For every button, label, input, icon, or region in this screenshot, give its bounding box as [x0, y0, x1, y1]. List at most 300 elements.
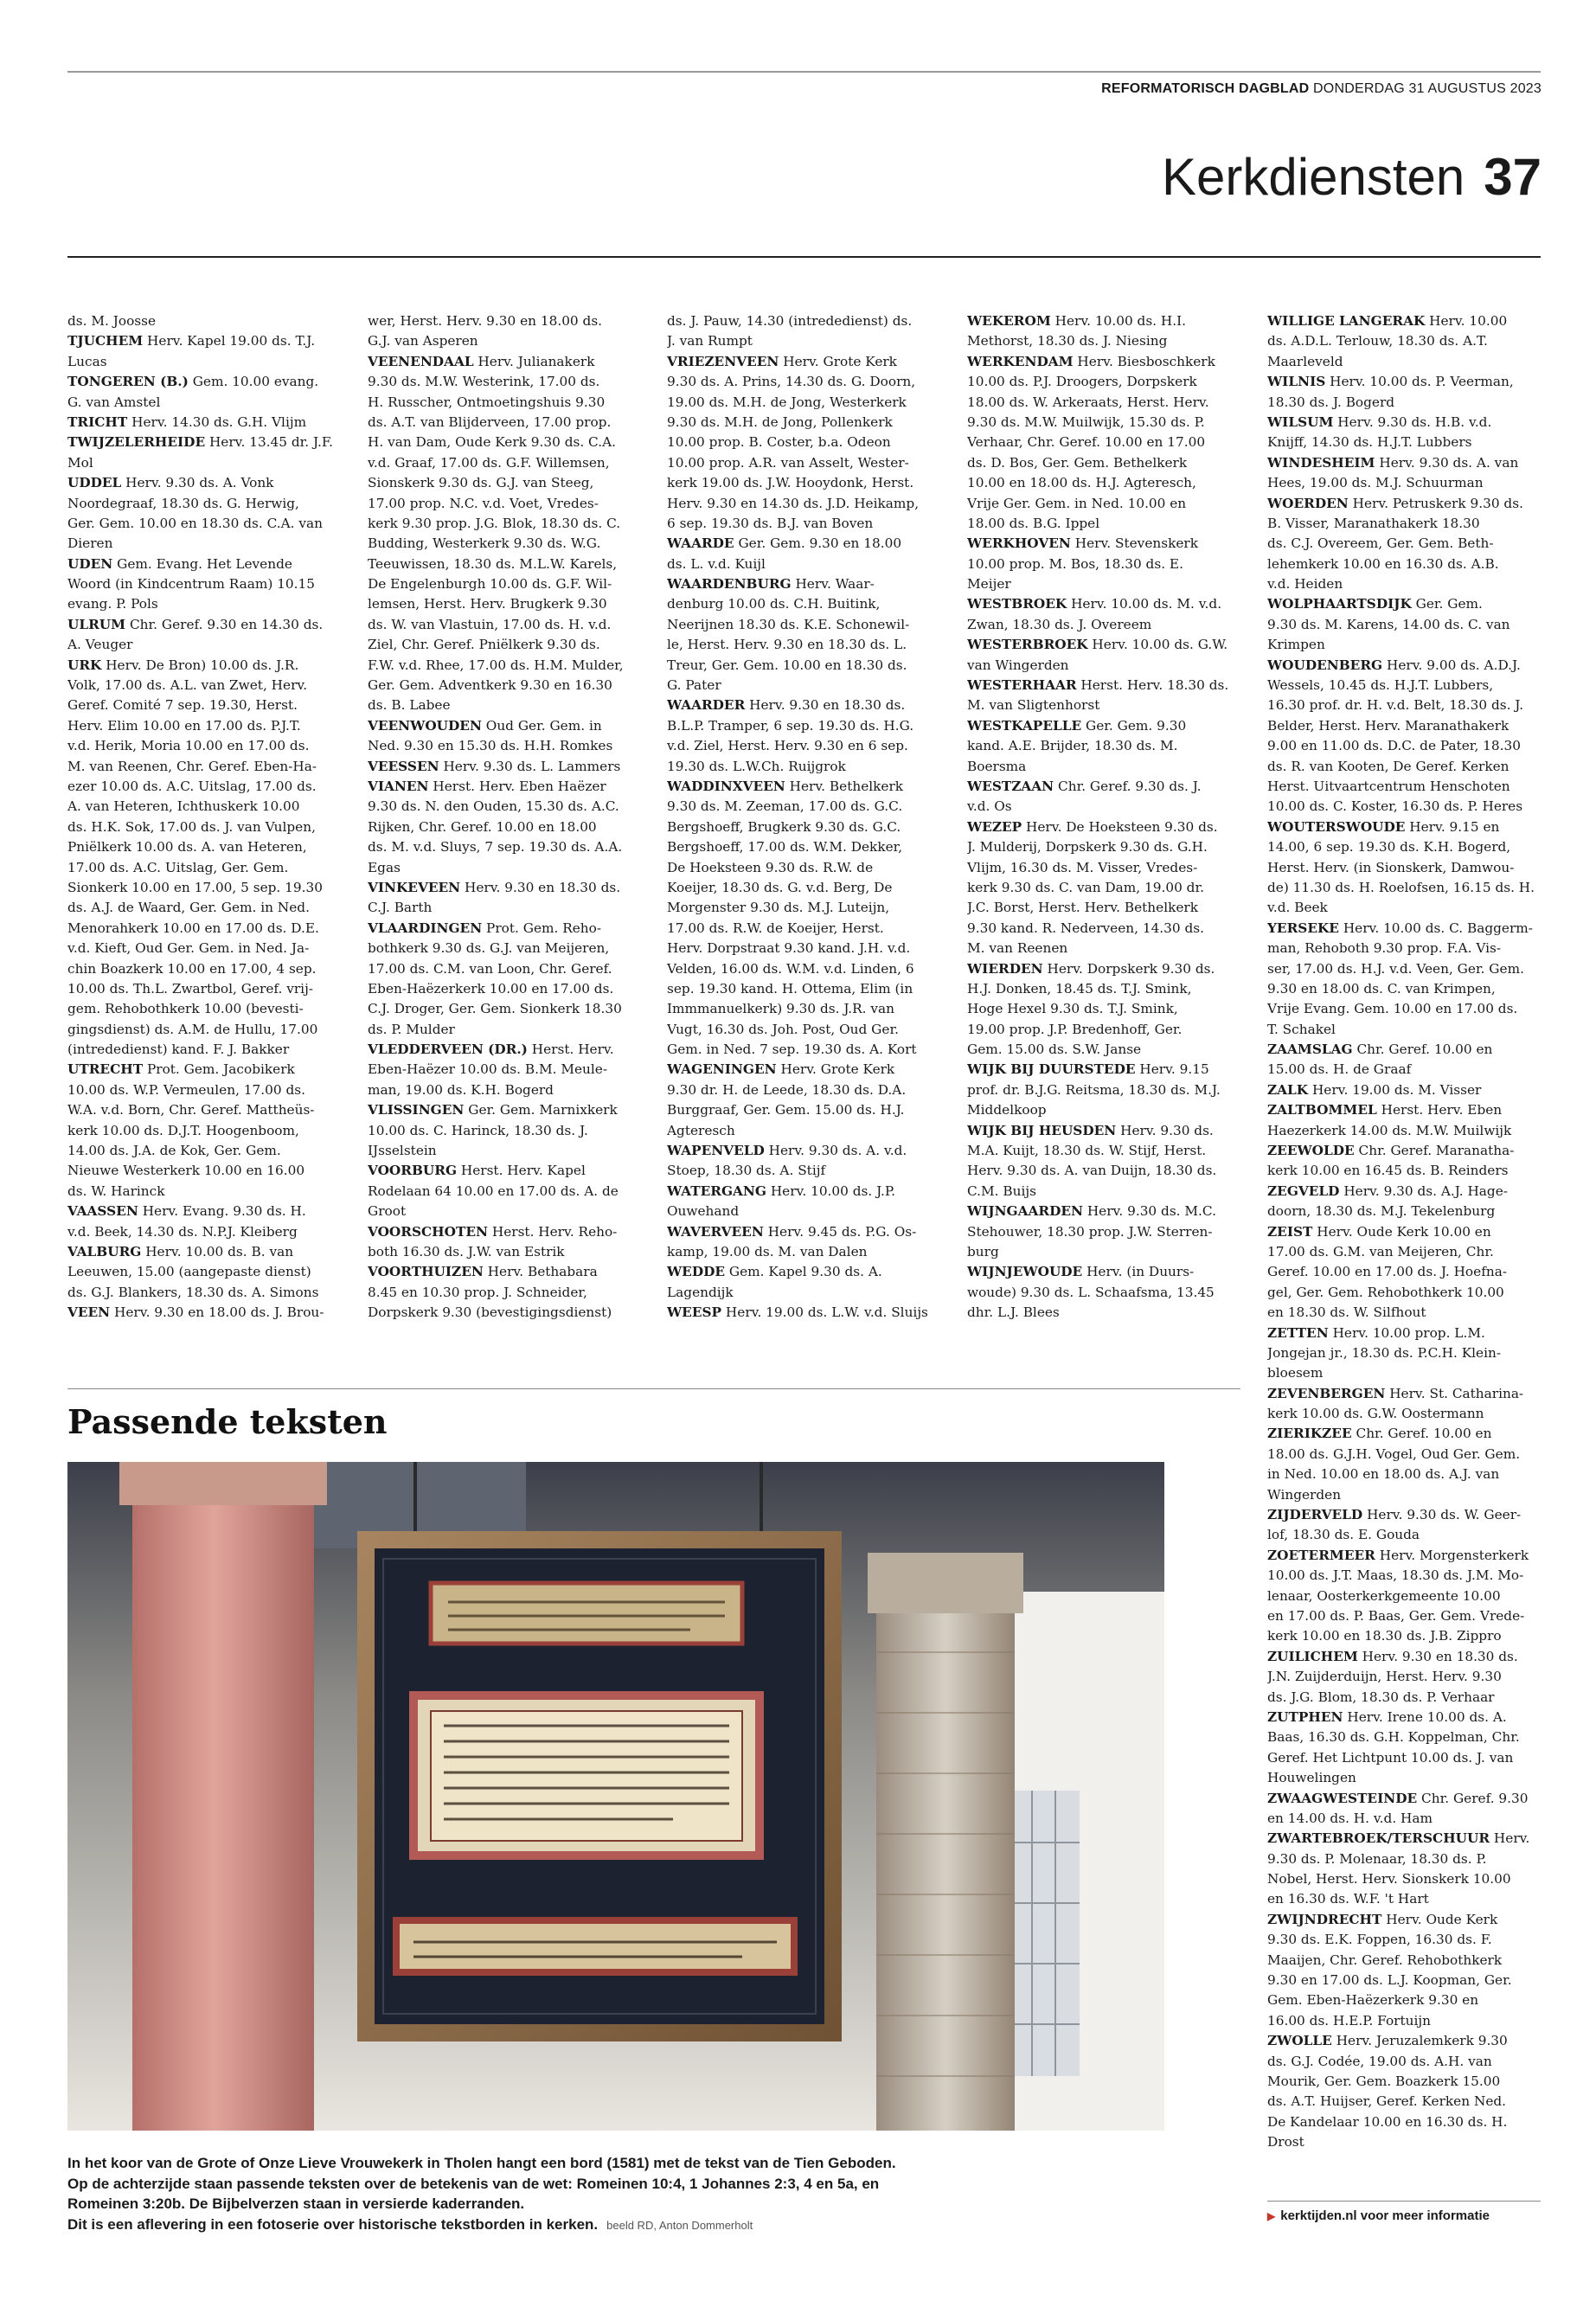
- service-text: le, Herst. Herv. 9.30 en 18.30 ds. L.: [667, 637, 907, 653]
- listing-line: [368, 979, 643, 999]
- service-text: Herv. Oude Kerk: [1381, 1911, 1498, 1927]
- service-text: Egas: [368, 859, 401, 875]
- service-text: v.d. Heiden: [1267, 576, 1343, 593]
- service-text: De Engelenburgh 10.00 ds. G.F. Wil-: [368, 576, 612, 593]
- place-name: VAASSEN: [67, 1203, 138, 1220]
- service-text: ds. L. v.d. Kuijl: [667, 555, 766, 572]
- service-text: en 14.00 ds. H. v.d. Ham: [1267, 1810, 1433, 1826]
- service-text: Meijer: [967, 576, 1011, 593]
- listing-line: [967, 797, 1242, 817]
- listing-line: [368, 817, 643, 837]
- service-text: 10.00 prop. B. Coster, b.a. Odeon: [667, 434, 891, 451]
- place-name: VOORTHUIZEN: [368, 1264, 484, 1280]
- listing-line: [1267, 1404, 1544, 1424]
- service-text: Nobel, Herst. Herv. Sionskerk 10.00: [1267, 1871, 1511, 1888]
- listing-place-entry: [67, 615, 343, 635]
- service-text: 9.00 en 11.00 ds. D.C. de Pater, 18.30: [1267, 738, 1521, 754]
- listing-line: [667, 878, 942, 898]
- place-name: WOLPHAARTSDIJK: [1267, 596, 1412, 612]
- service-text: in Ned. 10.00 en 18.00 ds. A.J. van: [1267, 1466, 1500, 1483]
- listing-line: [67, 1020, 343, 1040]
- service-text: en 18.30 ds. W. Silfhout: [1267, 1304, 1426, 1321]
- service-text: Herv. Grote Kerk: [779, 353, 897, 369]
- service-text: Herv. Jeruzalemkerk 9.30: [1331, 2033, 1508, 2049]
- listing-line: [368, 494, 643, 514]
- listing-line: [67, 514, 343, 534]
- listing-place-entry: [67, 656, 343, 676]
- service-text: v.d. Beek: [1267, 900, 1328, 916]
- place-name: VLISSINGEN: [368, 1102, 465, 1118]
- listing-place-entry: [1267, 1182, 1544, 1202]
- service-text: 19.00 ds. M.H. de Jong, Westerkerk: [667, 394, 907, 410]
- listing-line: [667, 1100, 942, 1120]
- place-name: ZIJDERVELD: [1267, 1507, 1363, 1523]
- service-text: Oud Ger. Gem. in: [481, 717, 602, 734]
- listing-line: [67, 393, 343, 413]
- listing-line: [967, 372, 1242, 392]
- listing-line: [67, 837, 343, 857]
- listing-line: [667, 413, 942, 433]
- service-text: Herst. Herv. Eben Haëzer: [428, 778, 606, 794]
- service-text: H.J. Donken, 18.45 ds. T.J. Smink,: [967, 980, 1192, 997]
- caption-line: Op de achterzijde staan passende teksten over de betekenis van de wet: Romeinen 10:4, 1 Johannes 2:3, 4 en 5a, en: [67, 2175, 880, 2192]
- listing-place-entry: [967, 534, 1242, 554]
- service-text: Gem. Evang. Het Levende: [112, 555, 292, 572]
- service-text: 18.30 ds. J. Bogerd: [1267, 394, 1395, 410]
- listing-line: [67, 777, 343, 797]
- listing-place-entry: [667, 1222, 942, 1242]
- place-name: WINDESHEIM: [1267, 454, 1375, 471]
- service-text: 10.00 ds. Th.L. Zwartbol, Geref. vrij-: [67, 980, 313, 997]
- service-text: H. Russcher, Ontmoetingshuis 9.30: [368, 394, 606, 410]
- service-text: Herv. 9.30 ds. W. Geer-: [1362, 1507, 1522, 1523]
- listing-place-entry: [1267, 1789, 1544, 1809]
- service-text: 17.00 prop. N.C. v.d. Voet, Vredes-: [368, 495, 599, 511]
- listing-line: [667, 736, 942, 756]
- listing-line: [1267, 2092, 1544, 2112]
- service-text: 6 sep. 19.30 ds. B.J. van Boven: [667, 515, 874, 531]
- listing-place-entry: [1267, 1647, 1544, 1667]
- service-text: lenaar, Oosterkerkgemeente 10.00: [1267, 1587, 1501, 1604]
- listing-place-entry: [667, 1182, 942, 1202]
- feature-rule: [67, 1388, 1240, 1389]
- service-text: Belder, Herst. Herv. Maranathakerk: [1267, 717, 1509, 734]
- listing-line: [667, 757, 942, 777]
- service-text: Rijken, Chr. Geref. 10.00 en 18.00: [368, 818, 597, 835]
- listing-line: [967, 939, 1242, 958]
- service-text: 9.30 dr. H. de Leede, 18.30 ds. D.A.: [667, 1081, 907, 1098]
- listing-line: [368, 959, 643, 979]
- service-text: 18.00 ds. W. Arkeraats, Herst. Herv.: [967, 394, 1209, 410]
- listing-line: [1267, 736, 1544, 756]
- listing-line: [67, 858, 343, 878]
- listing-line: [1267, 2052, 1544, 2072]
- paper-name: REFORMATORISCH DAGBLAD: [1101, 81, 1310, 96]
- service-text: man, 19.00 ds. K.H. Bogerd: [368, 1081, 554, 1098]
- listing-place-entry: [67, 413, 343, 433]
- service-text: Pniëlkerk 10.00 ds. A. van Heteren,: [67, 839, 307, 856]
- service-text: dhr. L.J. Blees: [967, 1304, 1060, 1321]
- service-text: Sionkerk 10.00 en 17.00, 5 sep. 19.30: [67, 879, 323, 895]
- service-text: Herv. 9.30 ds. A.J. Hage-: [1339, 1183, 1508, 1199]
- service-text: Krimpen: [1267, 637, 1325, 653]
- service-text: Herv. Oude Kerk 10.00 en: [1312, 1223, 1491, 1240]
- place-name: WATERGANG: [667, 1183, 766, 1199]
- place-name: WIJK BIJ HEUSDEN: [967, 1122, 1117, 1138]
- service-text: 17.00 ds. G.M. van Meijeren, Chr.: [1267, 1243, 1494, 1259]
- service-text: 10.00 en 18.00 ds. H.J. Agteresch,: [967, 475, 1196, 491]
- listing-line: [67, 352, 343, 372]
- service-text: Ger. Gem. 9.30: [1081, 717, 1187, 734]
- listing-place-entry: [67, 1202, 343, 1221]
- listing-line: [967, 433, 1242, 452]
- service-text: 9.30 en 18.00 ds. C. van Krimpen,: [1267, 980, 1496, 997]
- listing-line: [967, 757, 1242, 777]
- place-name: WESTBROEK: [967, 596, 1067, 612]
- service-text: ds. W. Harinck: [67, 1183, 165, 1199]
- feature-title: Passende teksten: [67, 1402, 388, 1441]
- listing-line: [667, 554, 942, 574]
- place-name: WIERDEN: [967, 960, 1043, 977]
- listing-line: [967, 331, 1242, 351]
- listing-line: [667, 716, 942, 736]
- service-text: Geref. 10.00 en 17.00 ds. J. Hoefna-: [1267, 1264, 1507, 1280]
- listing-place-entry: [1267, 1100, 1544, 1120]
- place-name: ZALK: [1267, 1081, 1309, 1098]
- listing-line: [67, 797, 343, 817]
- service-text: kerk 9.30 ds. C. van Dam, 19.00 dr.: [967, 879, 1204, 895]
- masthead: [1101, 81, 1542, 97]
- listing-line: [1267, 837, 1544, 857]
- listing-line: [368, 858, 643, 878]
- service-text: 16.30 prof. dr. H. v.d. Belt, 18.30 ds. J.: [1267, 697, 1524, 714]
- listing-line: [667, 393, 942, 413]
- place-name: WESTERHAAR: [967, 677, 1077, 694]
- listing-line: [967, 554, 1242, 574]
- listing-line: [1267, 2112, 1544, 2132]
- listing-line: [368, 1242, 643, 1262]
- service-text: evang. P. Pols: [67, 596, 158, 612]
- service-text: 9.30 en 17.00 ds. L.J. Koopman, Ger.: [1267, 1972, 1512, 1989]
- service-text: Herv.: [1490, 1830, 1530, 1847]
- listing-place-entry: [1267, 594, 1544, 614]
- service-text: Herv. Elim 10.00 en 17.00 ds. P.J.T.: [67, 717, 301, 734]
- listing-line: [67, 939, 343, 958]
- place-name: WILLIGE LANGERAK: [1267, 313, 1426, 329]
- place-name: VEESSEN: [368, 758, 439, 774]
- service-text: Chr. Geref. 10.00 en: [1352, 1042, 1493, 1058]
- service-text: Herst. Herv. 18.30 ds.: [1076, 677, 1229, 694]
- listing-line: [368, 413, 643, 433]
- listing-line: [667, 656, 942, 676]
- service-text: Herv. 9.30 en 18.30 ds.: [1357, 1648, 1518, 1664]
- service-text: Chr. Geref. 9.30 en 14.30 ds.: [125, 616, 324, 632]
- listing-line: [368, 676, 643, 695]
- listing-place-entry: [967, 676, 1242, 695]
- service-text: en 17.00 ds. P. Baas, Ger. Gem. Vrede-: [1267, 1608, 1525, 1624]
- listing-place-entry: [1267, 1384, 1544, 1404]
- service-text: M. van Sligtenhorst: [967, 697, 1100, 714]
- service-text: ds. A.T. van Blijderveen, 17.00 prop.: [368, 413, 612, 430]
- place-name: WESTERBROEK: [967, 637, 1088, 653]
- service-text: Herv. 10.00 ds. C. Baggerm-: [1338, 920, 1533, 936]
- listing-line: [368, 837, 643, 857]
- caption-line: Romeinen 3:20b. De Bijbelverzen staan in versierde kaderranden.: [67, 2195, 525, 2212]
- listing-line: [967, 898, 1242, 918]
- service-text: 9.30 kand. R. Nederveen, 14.30 ds.: [967, 920, 1204, 936]
- service-text: ds. J. Pauw, 14.30 (intrededienst) ds.: [667, 313, 913, 329]
- service-text: Haezerkerk 14.00 ds. M.W. Muilwijk: [1267, 1122, 1512, 1138]
- service-text: Herv. 9.30 en 18.00 ds. J. Brou-: [110, 1304, 324, 1321]
- listing-line: [67, 1283, 343, 1303]
- listing-line: [967, 656, 1242, 676]
- service-text: 10.00 ds. C. Koster, 16.30 ds. P. Heres: [1267, 798, 1523, 815]
- service-text: 8.45 en 10.30 prop. J. Schneider,: [368, 1284, 587, 1300]
- service-text: Ziel, Chr. Geref. Pniëlkerk 9.30 ds.: [368, 637, 600, 653]
- caption-text: Dit is een aflevering in een fotoserie over historische tekstborden in kerken.: [67, 2215, 599, 2233]
- listing-place-entry: [1267, 413, 1544, 433]
- listing-line: [1267, 939, 1544, 958]
- service-text: M. van Reenen, Chr. Geref. Eben-Ha-: [67, 758, 317, 774]
- service-text: Ouwehand: [667, 1203, 740, 1220]
- listing-place-entry: [967, 594, 1242, 614]
- listing-place-entry: [368, 1262, 643, 1282]
- listing-line: [1267, 1889, 1544, 1909]
- service-text: Herv. 19.00 ds. M. Visser: [1308, 1081, 1482, 1098]
- listing-line: [1267, 331, 1544, 351]
- service-text: 16.00 ds. H.E.P. Fortuijn: [1267, 2012, 1431, 2029]
- listing-line: [1267, 1849, 1544, 1869]
- service-text: G. van Amstel: [67, 394, 161, 410]
- place-name: WEZEP: [967, 818, 1022, 835]
- place-name: ZWOLLE: [1267, 2033, 1332, 2049]
- service-text: ezer 10.00 ds. A.C. Uitslag, 17.00 ds.: [67, 778, 317, 794]
- service-text: Prot. Gem. Jacobikerk: [143, 1061, 295, 1078]
- listing-line: [1267, 1566, 1544, 1586]
- listing-place-entry: [967, 1202, 1242, 1221]
- service-text: Velden, 16.00 ds. W.M. v.d. Linden, 6: [667, 960, 914, 977]
- listing-line: [368, 797, 643, 817]
- service-text: Herv. Dorpskerk 9.30 ds.: [1042, 960, 1215, 977]
- service-text: Herv. 10.00: [1425, 313, 1508, 329]
- place-name: WAARDE: [667, 535, 734, 552]
- service-text: Herv. Petruskerk 9.30 ds.: [1348, 495, 1523, 511]
- listing-line: [1267, 1202, 1544, 1221]
- place-name: WOUTERSWOUDE: [1267, 818, 1406, 835]
- place-name: ZWAAGWESTEINDE: [1267, 1790, 1418, 1806]
- listing-place-entry: [1267, 311, 1544, 331]
- listing-place-entry: [1267, 1141, 1544, 1161]
- service-text: 19.30 ds. L.W.Ch. Ruijgrok: [667, 758, 846, 774]
- listing-line: [667, 1283, 942, 1303]
- service-text: Ger. Gem. Marnixkerk: [464, 1102, 618, 1118]
- service-text: v.d. Herik, Moria 10.00 en 17.00 ds.: [67, 738, 310, 754]
- listing-place-entry: [368, 1040, 643, 1060]
- listing-line: [967, 979, 1242, 999]
- listing-line: [67, 494, 343, 514]
- listing-line: [667, 797, 942, 817]
- listing-line: [667, 1020, 942, 1040]
- service-text: 10.00 prop. A.R. van Asselt, Wester-: [667, 454, 909, 471]
- service-text: Ger. Gem. 10.00 en 18.30 ds. C.A. van: [67, 515, 323, 531]
- footer-rule: [1267, 2201, 1541, 2202]
- place-name: WESTZAAN: [967, 778, 1054, 794]
- listing-line: [667, 999, 942, 1019]
- listing-line: [67, 1040, 343, 1060]
- service-text: Herv. 9.30 ds. A. Vonk: [121, 475, 274, 491]
- listing-line: [667, 473, 942, 493]
- listing-line: [667, 311, 942, 331]
- listing-line: [967, 1303, 1242, 1323]
- service-text: 9.30 ds. M.H. de Jong, Pollenkerk: [667, 413, 893, 430]
- service-text: Morgenster 9.30 ds. M.J. Luteijn,: [667, 900, 890, 916]
- listing-line: [368, 1141, 643, 1161]
- listing-line: [1267, 1951, 1544, 1971]
- listing-line: [967, 473, 1242, 493]
- service-text: Sionskerk 9.30 ds. G.J. van Steeg,: [368, 475, 594, 491]
- service-text: 18.00 ds. G.J.H. Vogel, Oud Ger. Gem.: [1267, 1445, 1521, 1462]
- listing-line: [967, 1182, 1242, 1202]
- service-text: 10.00 ds. P.J. Droogers, Dorpskerk: [967, 374, 1197, 390]
- listing-line: [67, 878, 343, 898]
- listing-line: [967, 1020, 1242, 1040]
- service-text: prof. dr. B.J.G. Reitsma, 18.30 ds. M.J.: [967, 1081, 1221, 1098]
- place-name: VALBURG: [67, 1243, 142, 1259]
- service-text: Herv. 9.30 en 14.30 ds. J.D. Heikamp,: [667, 495, 920, 511]
- listing-place-entry: [967, 959, 1242, 979]
- listing-line: [667, 433, 942, 452]
- listing-line: [967, 413, 1242, 433]
- service-text: Ger. Gem. 9.30 en 18.00: [734, 535, 902, 552]
- listing-place-entry: [1267, 1040, 1544, 1060]
- listing-line: [667, 1202, 942, 1221]
- service-text: Herst. Herv. Reho-: [488, 1223, 618, 1240]
- listing-line: [967, 514, 1242, 534]
- listing-place-entry: [667, 777, 942, 797]
- service-text: kand. A.E. Brijder, 18.30 ds. M.: [967, 738, 1178, 754]
- service-text: G.J. van Asperen: [368, 333, 478, 349]
- kerktijden-link[interactable]: [1267, 2208, 1490, 2223]
- service-text: kerk 10.00 ds. G.W. Oostermann: [1267, 1406, 1484, 1422]
- service-text: Dieren: [67, 535, 113, 552]
- service-text: Herv. 9.30 ds.: [1116, 1122, 1214, 1138]
- photo-caption: [67, 2153, 1183, 2235]
- service-text: Herv. 9.30 ds. A. van Duijn, 18.30 ds.: [967, 1163, 1217, 1179]
- listing-line: [1267, 1303, 1544, 1323]
- listing-place-entry: [667, 1141, 942, 1161]
- service-text: sep. 19.30 kand. H. Ottema, Elim (in: [667, 980, 913, 997]
- place-name: WAARDER: [667, 697, 746, 714]
- service-text: A. Veuger: [67, 637, 133, 653]
- service-text: lehemkerk 10.00 en 16.30 ds. A.B.: [1267, 555, 1499, 572]
- listing-line: [967, 1242, 1242, 1262]
- place-name: ZWIJNDRECHT: [1267, 1911, 1382, 1927]
- listing-line: [1267, 797, 1544, 817]
- service-text: Stehouwer, 18.30 prop. J.W. Sterren-: [967, 1223, 1213, 1240]
- service-text: Herv. 9.30 ds. H.B. v.d.: [1333, 413, 1492, 430]
- service-text: Geref. Het Lichtpunt 10.00 ds. J. van: [1267, 1749, 1514, 1766]
- place-name: VLEDDERVEEN (DR.): [368, 1042, 528, 1058]
- service-text: Boersma: [967, 758, 1027, 774]
- listing-line: [1267, 1606, 1544, 1626]
- listing-line: [967, 615, 1242, 635]
- service-text: burg: [967, 1243, 999, 1259]
- listing-column-4: [967, 311, 1242, 1324]
- service-text: Gem. Eben-Haëzerkerk 9.30 en: [1267, 1992, 1479, 2009]
- service-text: ds. M. Joosse: [67, 313, 157, 329]
- service-text: M.A. Kuijt, 18.30 ds. W. Stijf, Herst.: [967, 1143, 1207, 1159]
- listing-column-3: [667, 311, 942, 1324]
- listing-line: [1267, 979, 1544, 999]
- service-text: kamp, 19.00 ds. M. van Dalen: [667, 1243, 868, 1259]
- listing-line: [667, 1080, 942, 1100]
- place-name: WIJNGAARDEN: [967, 1203, 1083, 1220]
- place-name: ZETTEN: [1267, 1324, 1329, 1341]
- service-text: Middelkoop: [967, 1102, 1047, 1118]
- listing-line: [1267, 1688, 1544, 1708]
- listing-place-entry: [967, 1060, 1242, 1080]
- listing-place-entry: [368, 1161, 643, 1181]
- listing-place-entry: [67, 1242, 343, 1262]
- listing-line: [667, 615, 942, 635]
- listing-line: [967, 1222, 1242, 1242]
- listing-place-entry: [67, 554, 343, 574]
- service-text: Herv. 9.30 en 18.30 ds.: [745, 697, 906, 714]
- service-text: J. van Rumpt: [667, 333, 753, 349]
- service-text: Dorpskerk 9.30 (bevestigingsdienst): [368, 1304, 612, 1321]
- place-name: TRICHT: [67, 413, 128, 430]
- listing-line: [67, 736, 343, 756]
- listing-line: [1267, 1667, 1544, 1687]
- listing-place-entry: [368, 1222, 643, 1242]
- listing-line: [368, 1303, 643, 1323]
- listing-line: [368, 1182, 643, 1202]
- service-text: man, Rehoboth 9.30 prop. F.A. Vis-: [1267, 940, 1502, 957]
- listing-column-5: [1267, 311, 1544, 2153]
- service-text: ds. H.K. Sok, 17.00 ds. J. van Vulpen,: [67, 818, 316, 835]
- listing-line: [368, 1121, 643, 1141]
- listing-place-entry: [67, 1060, 343, 1080]
- service-text: G. Pater: [667, 677, 721, 694]
- service-text: Herv. 9.45 ds. P.G. Os-: [763, 1223, 917, 1240]
- service-text: lof, 18.30 ds. E. Gouda: [1267, 1527, 1420, 1543]
- service-text: gel, Ger. Gem. Rehobothkerk 10.00: [1267, 1284, 1504, 1300]
- service-text: Lagendijk: [667, 1284, 734, 1300]
- service-text: Herv. 10.00 prop. L.M.: [1328, 1324, 1485, 1341]
- service-text: Prot. Gem. Reho-: [482, 920, 602, 936]
- service-text: Herv. Waar-: [791, 576, 875, 593]
- listing-place-entry: [368, 878, 643, 898]
- service-text: 9.30 ds. A. Prins, 14.30 ds. G. Doorn,: [667, 374, 916, 390]
- listing-line: [1267, 1262, 1544, 1282]
- service-text: Gem. Kapel 9.30 ds. A.: [725, 1264, 882, 1280]
- listing-place-entry: [368, 757, 643, 777]
- listing-place-entry: [1267, 1080, 1544, 1100]
- place-name: UDDEL: [67, 475, 122, 491]
- listing-place-entry: [368, 777, 643, 797]
- listing-line: [67, 979, 343, 999]
- listing-line: [1267, 2072, 1544, 2092]
- listing-line: [1267, 1020, 1544, 1040]
- caption-line-last: [67, 2214, 1183, 2236]
- service-text: B.L.P. Tramper, 6 sep. 19.30 ds. H.G.: [667, 717, 914, 734]
- service-text: 10.00 ds. J.T. Maas, 18.30 ds. J.M. Mo-: [1267, 1567, 1524, 1584]
- service-text: Herv. Biesboschkerk: [1073, 353, 1215, 369]
- listing-line: [667, 817, 942, 837]
- service-text: Herv. Bethabara: [483, 1264, 598, 1280]
- listing-line: [67, 817, 343, 837]
- listing-line: [67, 999, 343, 1019]
